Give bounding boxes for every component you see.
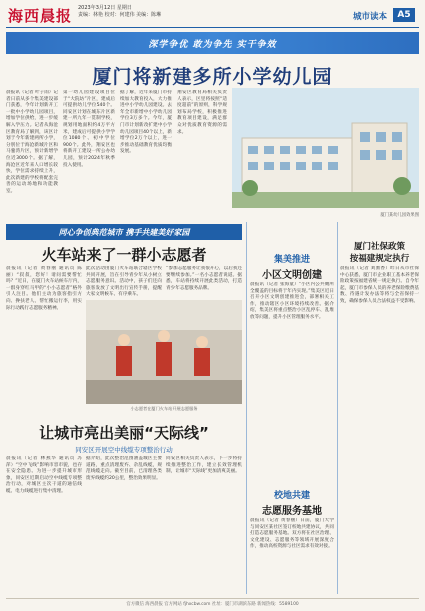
volunteer-col-3: “参加志愿服务让我很开心，以后我还要继续参加。”一名小志愿者说道。据悉，车站将持续开展此类活动，打造青少年志愿服务品牌。 [166, 266, 242, 291]
date-line: 2023年3月12日 星期日 [78, 5, 132, 11]
lead-col-3: 据了解，近年来厦门市持续加大教育投入，大力推进中小学幼儿园建设。去年全市新增中小学幼儿园学位3万多个。今年，厦门市计划新改扩建中小学幼儿园项目40个以上，新增学位2万个以上，进一步推动基础教育优质均衡发展。 [120, 90, 172, 155]
volunteer-photo [86, 300, 242, 404]
lead-col-4: 翔安区教育局相关负责人表示，区里将按照“适度超前”的原则，科学规划布局学校，积极推进教育项目建设，满足群众对优质教育资源的需求。 [177, 90, 227, 135]
skyline-subhead: 同安区开展空中线缆专项整治行动 [75, 446, 173, 454]
school-rendering-photo [232, 88, 419, 208]
social-security-subhead: 按福建规定执行 [349, 254, 410, 264]
column-divider [246, 222, 247, 594]
jimei-subhead: 小区文明创建 [262, 270, 322, 281]
volunteer-headline: 火车站来了一群小志愿者 [41, 246, 207, 264]
skyline-col-3: 同安区相关负责人表示，下一步将持续推进整治工作，建立长效管理机制，让城市“天际线”更加清爽美丽。 [166, 456, 242, 475]
mid-banner [6, 224, 242, 240]
campus-headline: 校地共建 [273, 491, 310, 501]
volunteer-col-1: 晨报讯（记者 黄春丽 通讯员 陈丽）“叔叔，您好！请问需要帮忙吗？”近日，在厦门火车站候车厅内，一群身穿红马甲的“小小志愿者”格外引人注目。他们主动为旅客指引方向、搀扶老人、帮忙搬运行李，用实际行动践行志愿服务精神。 [6, 266, 82, 311]
school-building-icon [232, 88, 419, 208]
lead-headline: 厦门将新建多所小学幼儿园 [92, 66, 333, 88]
section-name: 城市读本 [352, 12, 387, 22]
volunteer-col-2: 此次活动由厦门火车站联合辖区学校共同开展，旨在引导青少年从小树立志愿服务意识。活动中，孩子们还向旅客发放了文明出行宣传手册，提醒大家文明候车、有序乘车。 [86, 266, 162, 298]
date-info [78, 5, 161, 19]
social-security-text: 晨报讯（记者 刘薰香）昨日从市社保中心获悉，厦门市企业职工基本养老保险政策按福建省统一规定执行。自今年起，厦门市参保人员的养老保险缴费基数、待遇计发办法等将与全省保持一致，确保参保人员合法权益不受影响。 [340, 266, 419, 304]
jimei-headline: 集美推进 [273, 255, 310, 265]
jimei-text: 晨报讯（记者 张海童）“小区内公共厕所全覆盖的目标将于年内实现。”集美区近日召开小区文明创建推进会，部署相关工作，推动辖区小区环境持续改善。据介绍，集美区将重点整治小区乱停车、乱堆放等问题，提升小区管理服务水平。 [250, 282, 334, 320]
section-number: A5 [393, 8, 415, 22]
skyline-headline: 让城市亮出美丽“天际线” [39, 424, 209, 442]
lead-col-2: 第一幼儿园建设项目位于“大院坊”片区，建成后可提供幼儿学位540个。同安区计划在城东片区新建一所九年一贯制学校，规划用地面积约4万平方米，建成后可提供小学学位1080个、初中学位900个。此外，翔安区也将新开工建设一所公办幼儿园，预计2024年秋季投入使用。 [63, 90, 115, 168]
station-scene-icon [86, 300, 242, 404]
kicker-band [6, 32, 419, 54]
kicker-text: 深学争优 敢为争先 实干争效 [148, 39, 277, 50]
column-divider-2 [337, 222, 338, 594]
school-photo-caption: 厦门某幼儿园效果图 [380, 213, 419, 218]
campus-text: 晨报讯（记者 黄春丽）日前，厦门大学与同安区某社区签订校地共建协议，共同打造志愿服务基地。双方将在社区治理、文化建设、志愿服务等领域开展深度合作，推动高校资源与社区需求有效对接。 [250, 518, 334, 550]
lead-col-1: 晨报讯（记者 叶子雨）记者日前从多个集美建设部门获悉，今年计划新开工一批中小学幼儿园项目，增加学位供给，进一步缓解入学压力。记者从海沧区教育局了解到，该区计划于今年新建两所小学，分别位于海沧新城片区和马銮湾片区，预计新增学位近3000个。据了解，海沧区近年来人口增长较快，学位需求持续上升，此次新建的学校将配套完善的运动场地和功能教室。 [6, 90, 58, 194]
mid-banner-text: 同心争创典范城市 携手共建美好家园 [58, 227, 190, 237]
campus-subhead: 志愿服务基地 [262, 506, 322, 517]
newspaper-logo: 海西晨报 [8, 7, 73, 25]
editor-line: 责编：林艳 校对：何建伟 美编：陈琳 [78, 12, 162, 18]
social-security-headline: 厦门社保政策 [353, 242, 405, 252]
page-footer: 官方微信 海西晨报 官方网站 fjhxcbw.com 社址：厦门市湖滨东路 新闻热线：5589100 [6, 598, 419, 607]
volunteer-photo-caption: 小志愿者在厦门火车站开展志愿服务 [130, 406, 198, 411]
masthead [6, 2, 419, 28]
skyline-col-2: 据介绍，此次整治范围涵盖城区主要道路，重点清理废弃、杂乱线缆，规范线缆走向。截至目前，已清理各类废弃线缆约20公里，整治效果明显。 [86, 456, 162, 481]
skyline-col-1: 晨报讯（记者 林燕华 通讯员 苏萍）“空中飞线”影响市容市貌，也存在安全隐患。为进一步提升城市形象，同安区近期启动空中线缆专项整治行动，对城区主次干道的通信线缆、电力线缆进行集中清理。 [6, 456, 82, 494]
